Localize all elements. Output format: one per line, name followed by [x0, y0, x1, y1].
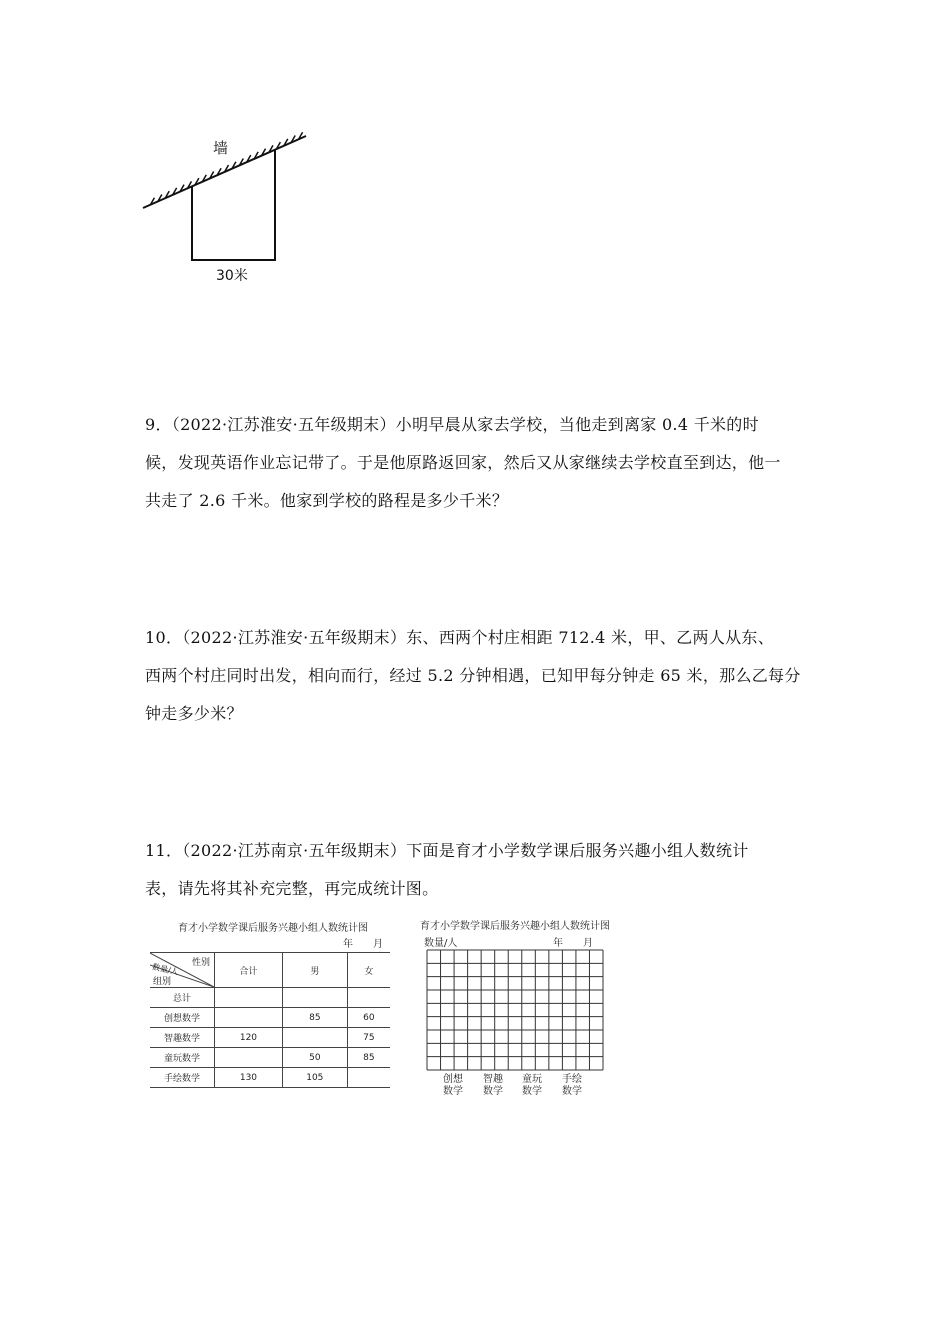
table-row [150, 1028, 390, 1048]
row-name: 智趣数学 [150, 1028, 215, 1048]
question-line: 钟走多少米？ [145, 704, 243, 723]
question-line: 候，发现英语作业忘记带了。于是他原路返回家，然后又从家继续去学校直至到达，他一 [145, 453, 781, 472]
category-line1: 创想 [443, 1074, 463, 1085]
cell-female: 60 [347, 1008, 390, 1028]
column-header: 合计 [215, 953, 283, 988]
cell-total [215, 1008, 283, 1028]
cell-male: 85 [282, 1008, 347, 1028]
table-header-row [150, 953, 390, 988]
chart-category-label [562, 1074, 582, 1098]
chart-category-label [522, 1074, 542, 1098]
question-line: 11．（2022·江苏南京·五年级期末）下面是育才小学数学课后服务兴趣小组人数统计 [145, 841, 749, 860]
question-line: 西两个村庄同时出发，相向而行，经过 5.2 分钟相遇，已知甲每分钟走 65 米，那么乙每分 [145, 666, 801, 685]
corner-top-label: 性别 [191, 958, 210, 968]
cell-female: 75 [347, 1028, 390, 1048]
category-line2: 数学 [522, 1086, 542, 1097]
corner-middle-label: 数量/人 [151, 962, 180, 977]
row-name: 创想数学 [150, 1008, 215, 1028]
cell-male: 50 [282, 1048, 347, 1068]
question-line: 10．（2022·江苏淮安·五年级期末）东、西两个村庄相距 712.4 米，甲、乙两人从东、 [145, 628, 775, 647]
category-line1: 智趣 [483, 1074, 503, 1085]
cell-male [282, 1028, 347, 1048]
question-line: 表，请先将其补充完整，再完成统计图。 [145, 879, 439, 898]
chart-category-label [483, 1074, 503, 1098]
cell-female [347, 988, 390, 1008]
question-9 [145, 406, 810, 520]
table-row [150, 988, 390, 1008]
chart-category-label [443, 1074, 463, 1098]
chart-ylabel: 数量/人 [424, 938, 458, 949]
chart-title: 育才小学数学课后服务兴趣小组人数统计图 [420, 921, 610, 932]
category-line2: 数学 [483, 1086, 503, 1097]
question-line: 共走了 2.6 千米。他家到学校的路程是多少千米？ [145, 491, 509, 510]
cell-total: 120 [215, 1028, 283, 1048]
cell-total [215, 988, 283, 1008]
cell-female [347, 1068, 390, 1088]
stat-table [150, 952, 390, 1088]
wall-rectangle-figure [140, 128, 315, 288]
wall-label: 墙 [213, 139, 229, 157]
cell-female: 85 [347, 1048, 390, 1068]
category-line1: 手绘 [562, 1074, 582, 1085]
table-date: 年 月 [343, 939, 383, 950]
row-name: 总计 [150, 988, 215, 1008]
row-name: 童玩数学 [150, 1048, 215, 1068]
question-line: 9．（2022·江苏淮安·五年级期末）小明早晨从家去学校，当他走到离家 0.4 千米的时 [145, 415, 759, 434]
table-title: 育才小学数学课后服务兴趣小组人数统计图 [178, 923, 368, 934]
row-name: 手绘数学 [150, 1068, 215, 1088]
chart-date: 年 月 [553, 938, 593, 949]
category-line2: 数学 [443, 1086, 463, 1097]
category-line1: 童玩 [522, 1074, 542, 1085]
table-corner-cell [150, 953, 215, 988]
question-10 [145, 619, 810, 733]
column-header: 女 [347, 953, 390, 988]
cell-total: 130 [215, 1068, 283, 1088]
table-row [150, 1008, 390, 1028]
cell-total [215, 1048, 283, 1068]
cell-male: 105 [282, 1068, 347, 1088]
corner-bottom-label: 组别 [153, 977, 172, 987]
width-label: 30米 [216, 268, 248, 284]
column-header: 男 [282, 953, 347, 988]
question-11 [145, 832, 810, 908]
cell-male [282, 988, 347, 1008]
category-line2: 数学 [562, 1086, 582, 1097]
table-row [150, 1068, 390, 1088]
chart-grid [426, 948, 604, 1072]
table-row [150, 1048, 390, 1068]
